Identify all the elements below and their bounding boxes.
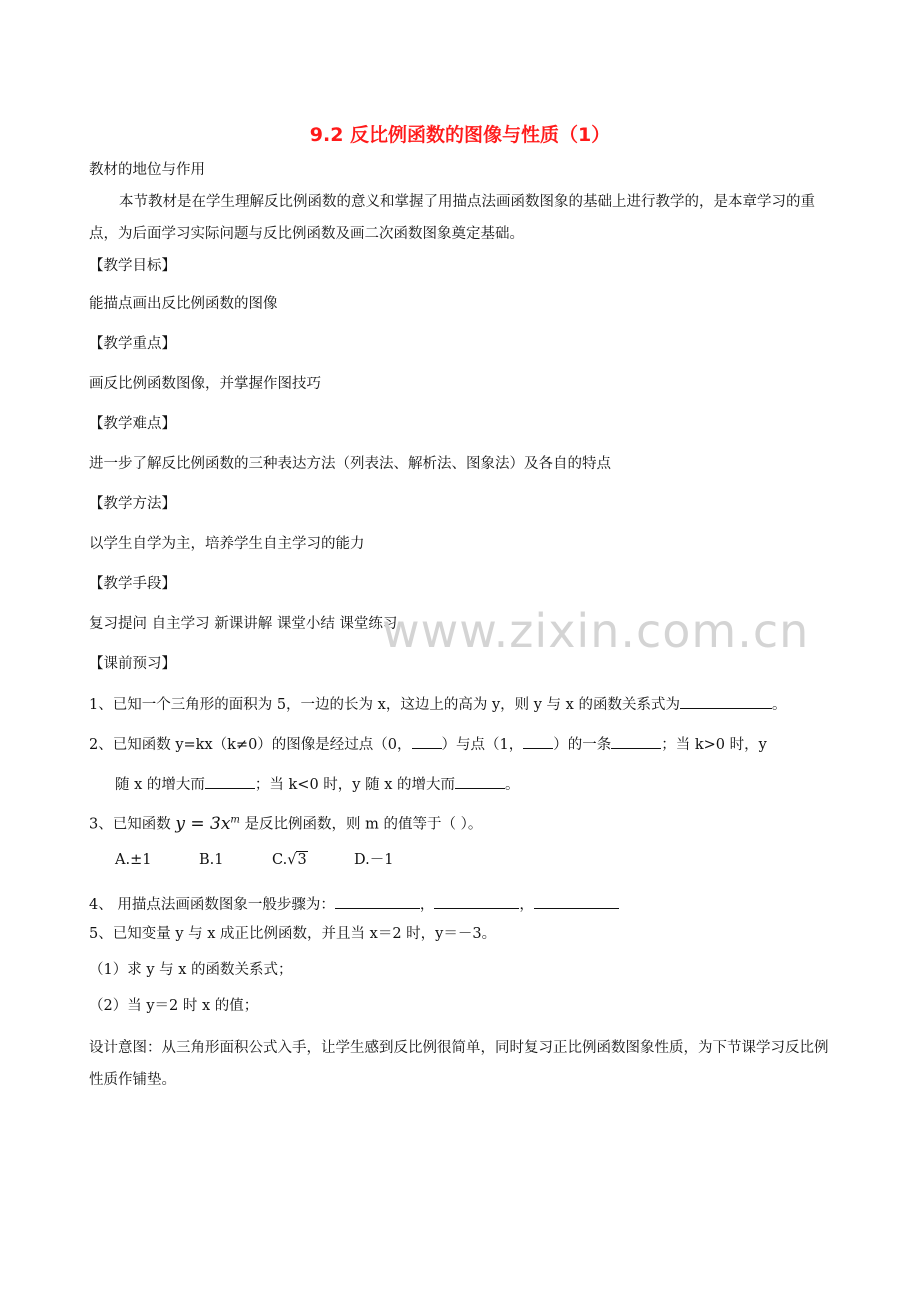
q2-part-c: ）的一条 [553,737,612,753]
q3-formula-base: y = 3x [175,813,231,834]
key-heading: 【教学重点】 [89,336,176,352]
q2-blank-3 [611,734,661,749]
question-5-sub-1: （1）求 y 与 x 的函数关系式； [89,962,293,978]
watermark: www.zixin.com.cn [382,604,810,658]
q3-option-c-radicand: 3 [297,852,307,868]
q2-blank-2 [523,734,553,749]
page-title: 9.2 反比例函数的图像与性质（1） [309,124,611,146]
question-5-sub-2: （2）当 y＝2 时 x 的值； [89,998,259,1014]
question-5: 5、已知变量 y 与 x 成正比例函数，并且当 x＝2 时，y＝－3。 [89,926,497,942]
q2-part-d: ；当 k>0 时，y [661,737,767,753]
q3-option-a: A.±1 [115,852,152,868]
q2-part-g: 。 [504,777,520,793]
q4-blank-1 [335,894,420,909]
q3-option-b: B.1 [199,852,224,868]
q2-part-b: ）与点（1， [441,737,524,753]
q4-blank-2 [434,894,519,909]
question-1 [89,694,786,715]
q3-option-c [272,850,354,870]
q3-formula [175,814,240,834]
q2-blank-5 [455,774,505,789]
q4-sep-2: ， [519,897,534,913]
q3-part-a: 3、已知函数 [89,816,171,833]
q2-blank-1 [412,734,442,749]
q2-blank-4 [205,774,255,789]
q3-option-d: D.－1 [354,852,394,868]
q1-text: 1、已知一个三角形的面积为 5，一边的长为 x，这边上的高为 y，则 y 与 x 的函数关系式为 [89,697,680,713]
objectives-text: 能描点画出反比例函数的图像 [89,296,278,312]
q4-sep-1: ， [419,897,435,913]
question-2-cont [115,774,519,795]
question-3-options [115,850,393,870]
objectives-heading: 【教学目标】 [89,258,176,274]
difficulty-heading: 【教学难点】 [89,416,176,432]
difficulty-text: 进一步了解反比例函数的三种表达方法（列表法、解析法、图象法）及各自的特点 [89,456,611,472]
question-3 [89,810,482,835]
q3-part-b: 是反比例函数，则 m 的值等于（ ）。 [244,816,483,833]
q2-part-a: 2、已知函数 y=kx（k≠0）的图像是经过点（0， [89,737,412,753]
q1-end: 。 [771,697,787,713]
q4-part-a: 4、 用描点法画函数图象一般步骤为： [89,897,335,913]
q3-option-c-label: C. [272,852,288,868]
preview-heading: 【课前预习】 [89,656,176,672]
method-text: 以学生自学为主，培养学生自主学习的能力 [89,536,365,552]
question-2 [89,734,767,755]
means-heading: 【教学手段】 [89,576,176,592]
q2-part-e: 随 x 的增大而 [115,777,205,793]
means-text: 复习提问 自主学习 新课讲解 课堂小结 课堂练习 [89,616,398,632]
key-text: 画反比例函数图像，并掌握作图技巧 [89,376,321,392]
q4-blank-3 [534,894,619,909]
design-note: 设计意图：从三角形面积公式入手，让学生感到反比例很简单，同时复习正比例函数图象性质，为下节课学习反比例性质作铺垫。 [89,1040,829,1088]
sqrt-symbol: √3 [287,852,307,868]
q2-part-f: ；当 k<0 时，y 随 x 的增大而 [254,777,455,793]
intro-heading: 教材的地位与作用 [89,162,205,178]
intro-paragraph: 本节教材是在学生理解反比例函数的意义和掌握了用描点法画函数图象的基础上进行教学的，是本章学习的重点，为后面学习实际问题与反比例函数及画二次函数图象奠定基础。 [89,194,815,242]
question-4 [89,894,619,915]
method-heading: 【教学方法】 [89,496,176,512]
q3-formula-exponent: m [230,814,240,825]
q1-answer-blank [680,694,772,709]
